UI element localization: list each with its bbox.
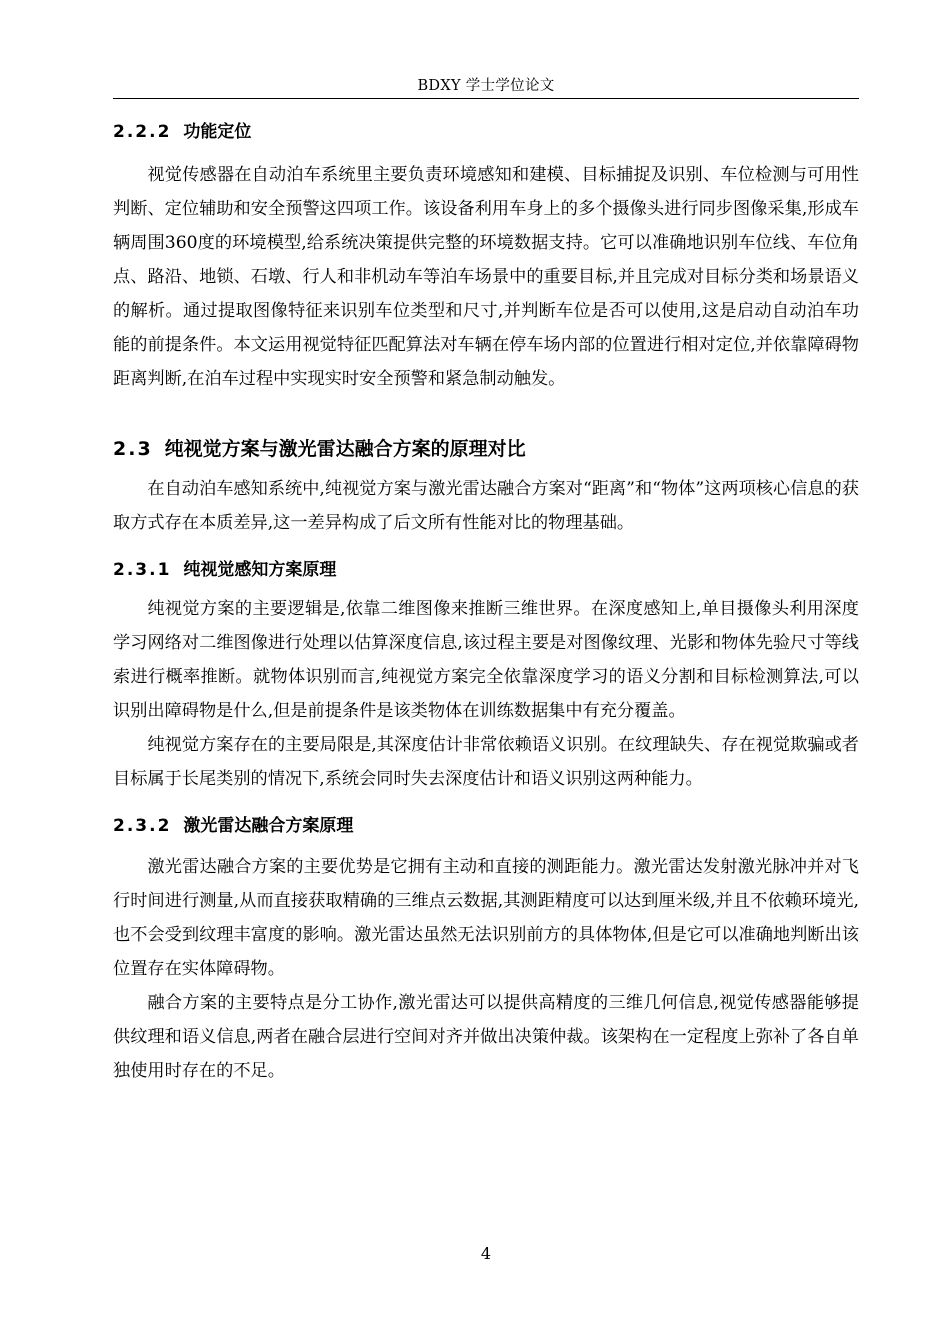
heading-2-2-2	[113, 120, 859, 144]
heading-2-3	[113, 436, 859, 462]
page-content	[113, 112, 859, 1088]
section-number: 2.2.2	[113, 122, 172, 142]
paragraph: 融合方案的主要特点是分工协作,激光雷达可以提供高精度的三维几何信息,视觉传感器能够提供纹理和语义信息,两者在融合层进行空间对齐并做出决策仲裁。该架构在一定程度上弥补了各自单独使用时存在的不足。	[113, 993, 859, 1081]
paragraph: 纯视觉方案的主要逻辑是,依靠二维图像来推断三维世界。在深度感知上,单目摄像头利用深度学习网络对二维图像进行处理以估算深度信息,该过程主要是对图像纹理、光影和物体先验尺寸等线索进行概率推断。就物体识别而言,纯视觉方案完全依靠深度学习的语义分割和目标检测算法,可以识别出障碍物是什么,但是前提条件是该类物体在训练数据集中有充分覆盖。	[113, 599, 859, 721]
section-title: 激光雷达融合方案原理	[183, 816, 354, 836]
paragraph: 在自动泊车感知系统中,纯视觉方案与激光雷达融合方案对“距离”和“物体”这两项核心信息的获取方式存在本质差异,这一差异构成了后文所有性能对比的物理基础。	[113, 479, 859, 533]
paragraph: 视觉传感器在自动泊车系统里主要负责环境感知和建模、目标捕捉及识别、车位检测与可用性判断、定位辅助和安全预警这四项工作。该设备利用车身上的多个摄像头进行同步图像采集,形成车辆周围360度的环境模型,给系统决策提供完整的环境数据支持。它可以准确地识别车位线、车位角点、路沿、地锁、石墩、行人和非机动车等泊车场景中的重要目标,并且完成对目标分类和场景语义的解析。通过提取图像特征来识别车位类型和尺寸,并判断车位是否可以使用,这是启动自动泊车功能的前提条件。本文运用视觉特征匹配算法对车辆在停车场内部的位置进行相对定位,并依靠障碍物距离判断,在泊车过程中实现实时安全预警和紧急制动触发。	[113, 165, 859, 389]
section-title: 纯视觉感知方案原理	[183, 560, 337, 580]
paragraph: 激光雷达融合方案的主要优势是它拥有主动和直接的测距能力。激光雷达发射激光脉冲并对飞行时间进行测量,从而直接获取精确的三维点云数据,其测距精度可以达到厘米级,并且不依赖环境光,也不会受到纹理丰富度的影响。激光雷达虽然无法识别前方的具体物体,但是它可以准确地判断出该位置存在实体障碍物。	[113, 857, 859, 979]
section-title: 功能定位	[183, 122, 252, 142]
running-header: BDXY 学士学位论文	[417, 78, 555, 94]
section-number: 2.3.1	[113, 560, 172, 580]
section-number: 2.3	[113, 438, 153, 460]
section-number: 2.3.2	[113, 816, 172, 836]
heading-2-3-2	[113, 814, 859, 838]
heading-2-3-1	[113, 558, 859, 582]
section-title: 纯视觉方案与激光雷达融合方案的原理对比	[164, 438, 526, 460]
page-number: 4	[480, 1244, 492, 1263]
paragraph: 纯视觉方案存在的主要局限是,其深度估计非常依赖语义识别。在纹理缺失、存在视觉欺骗或者目标属于长尾类别的情况下,系统会同时失去深度估计和语义识别这两种能力。	[113, 735, 859, 789]
header-rule	[113, 98, 859, 99]
